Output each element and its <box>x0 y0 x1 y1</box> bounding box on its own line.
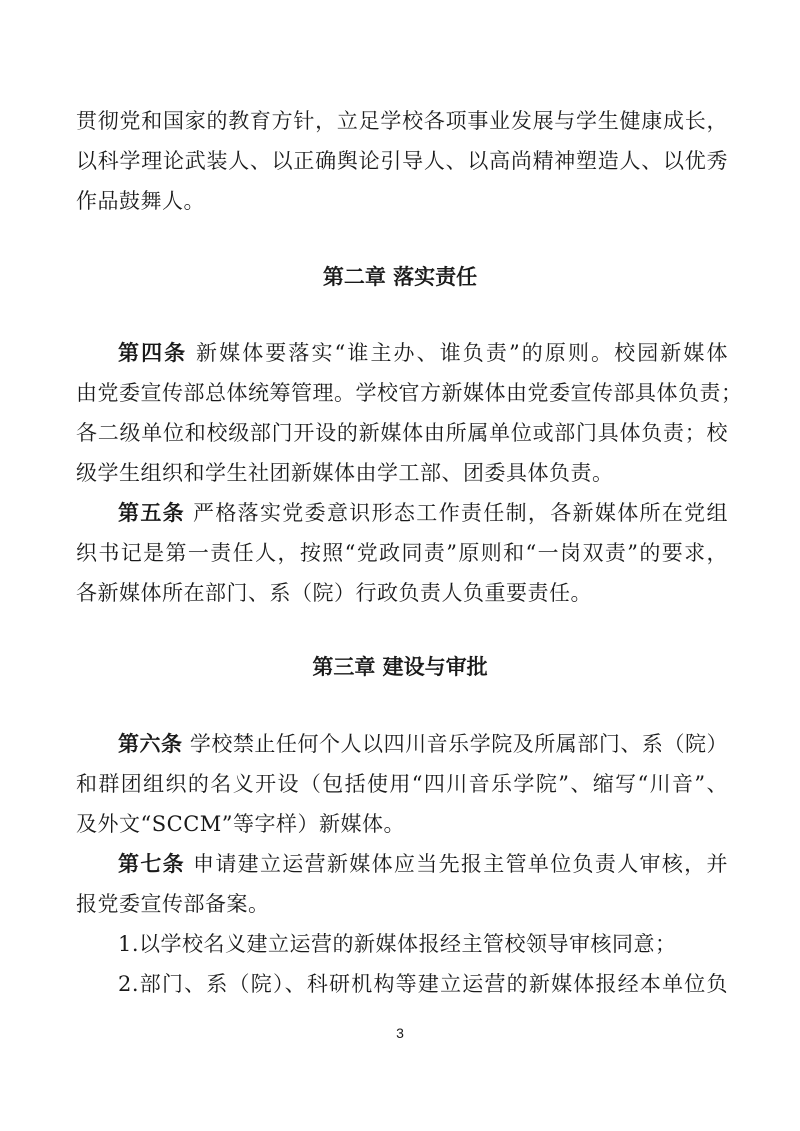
page-number: 3 <box>396 1025 404 1041</box>
article-7-label: 第七条 <box>118 852 185 876</box>
article-6-line-3: 及外文“SCCM”等字样）新媒体。 <box>76 812 405 836</box>
article-6-text: 学校禁止任何个人以四川音乐学院及所属部门、系（院） <box>189 732 729 756</box>
intro-line-3: 作品鼓舞人。 <box>76 189 205 213</box>
article-4-first-line <box>118 338 728 368</box>
list-item-1: 1.以学校名义建立运营的新媒体报经主管校领导审核同意； <box>118 932 677 956</box>
article-5-text: 严格落实党委意识形态工作责任制，各新媒体所在党组 <box>193 501 729 525</box>
list-item-2: 2.部门、系（院）、科研机构等建立运营的新媒体报经本单位负 <box>118 972 728 996</box>
chapter-3-heading: 第三章 建设与审批 <box>312 655 488 679</box>
article-5-line-3: 各新媒体所在部门、系（院）行政负责人负重要责任。 <box>76 581 592 605</box>
article-7-line-2: 报党委宣传部备案。 <box>76 892 270 916</box>
intro-line-1: 贯彻党和国家的教育方针，立足学校各项事业发展与学生健康成长， <box>76 109 728 133</box>
article-5-first-line <box>118 498 728 528</box>
article-4-text: 新媒体要落实“谁主办、谁负责”的原则。校园新媒体 <box>196 341 728 365</box>
article-4-line-4: 级学生组织和学生社团新媒体由学工部、团委具体负责。 <box>76 461 614 485</box>
article-4-line-2: 由党委宣传部总体统筹管理。学校官方新媒体由党委宣传部具体负责； <box>76 381 743 405</box>
article-5-label: 第五条 <box>118 501 185 525</box>
article-4-line-3: 各二级单位和校级部门开设的新媒体由所属单位或部门具体负责；校 <box>76 421 728 445</box>
article-6-first-line <box>118 729 728 759</box>
article-7-text: 申请建立运营新媒体应当先报主管单位负责人审核，并 <box>193 852 729 876</box>
chapter-2-heading: 第二章 落实责任 <box>322 265 478 289</box>
article-7-first-line <box>118 849 728 879</box>
article-4-label: 第四条 <box>118 341 188 365</box>
article-6-label: 第六条 <box>118 732 183 756</box>
article-5-line-2: 织书记是第一责任人，按照“党政同责”原则和“一岗双责”的要求， <box>76 541 728 565</box>
intro-line-2: 以科学理论武装人、以正确舆论引导人、以高尚精神塑造人、以优秀 <box>76 149 728 173</box>
article-6-line-2: 和群团组织的名义开设（包括使用“四川音乐学院”、缩写“川音”、 <box>76 772 728 796</box>
